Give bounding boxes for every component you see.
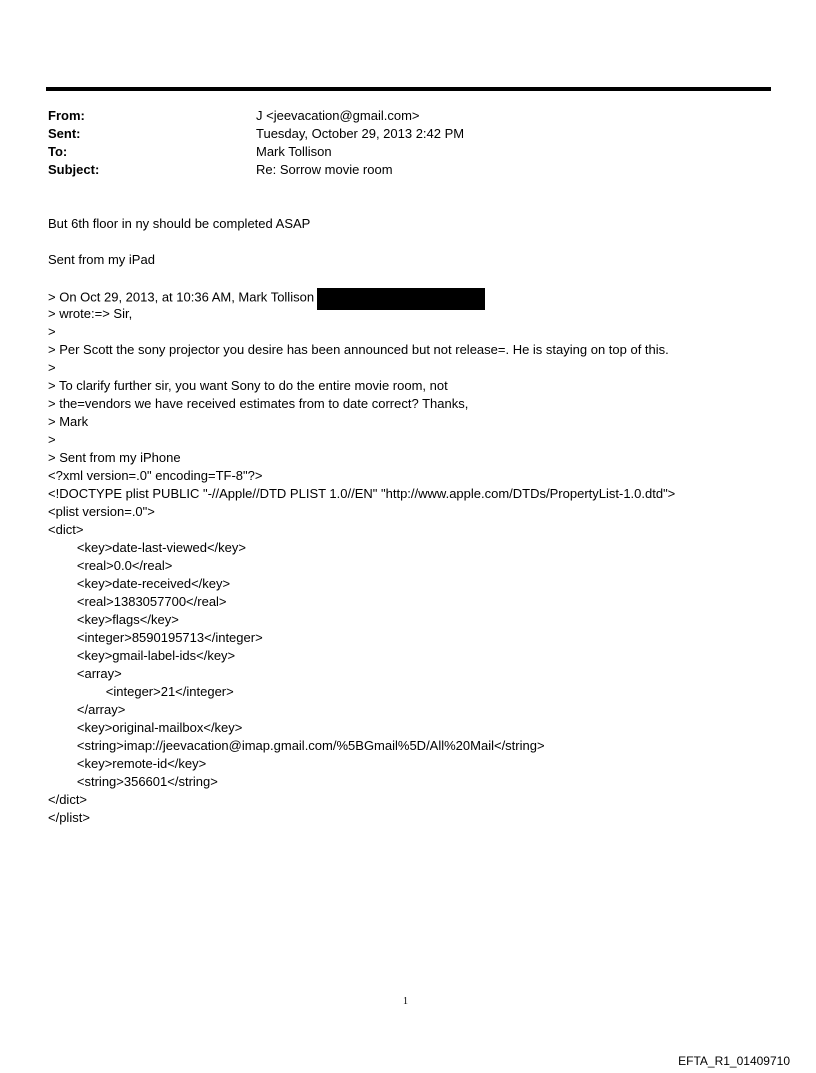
subject-value: Re: Sorrow movie room [256,162,393,177]
quote-attribution: > On Oct 29, 2013, at 10:36 AM, Mark Tollison [48,289,315,305]
xml-line: </array> [48,702,126,717]
xml-line: <key>flags</key> [48,612,179,627]
xml-line: <string>356601</string> [48,774,218,789]
xml-line: <real>0.0</real> [48,558,173,573]
from-value: J <jeevacation@gmail.com> [256,108,420,123]
xml-line: </dict> [48,792,88,807]
xml-line: </plist> [48,810,90,825]
xml-line: <dict> [48,522,84,537]
sent-value: Tuesday, October 29, 2013 2:42 PM [256,126,465,141]
sent-row [48,125,748,143]
to-row [48,143,748,161]
to-value: Mark Tollison [256,144,332,159]
quoted-line: > wrote:=> Sir, [48,306,133,321]
xml-line: <integer>21</integer> [48,684,234,699]
redaction-box [317,288,485,310]
xml-line: <?xml version=.0" encoding=TF-8"?> [48,468,263,483]
quoted-line: > [48,432,56,447]
xml-line: <plist version=.0"> [48,504,155,519]
quoted-line: > Sent from my iPhone [48,450,181,465]
xml-line: <key>remote-id</key> [48,756,207,771]
subject-row [48,161,748,179]
quoted-line: > [48,360,56,375]
bates-number: EFTA_R1_01409710 [678,1054,790,1068]
signature-line: Sent from my iPad [48,252,155,267]
to-label: To: [48,144,68,159]
xml-line: <integer>8590195713</integer> [48,630,263,645]
from-label: From: [48,108,85,123]
quoted-line [48,287,768,305]
quoted-line: > To clarify further sir, you want Sony to do the entire movie room, not [48,378,448,393]
quoted-line: > [48,324,56,339]
quoted-line: > Mark [48,414,89,429]
xml-line: <key>original-mailbox</key> [48,720,243,735]
header-rule [46,87,771,91]
xml-line: <real>1383057700</real> [48,594,227,609]
xml-line: <key>gmail-label-ids</key> [48,648,236,663]
page-number: 1 [403,996,408,1007]
xml-line: <!DOCTYPE plist PUBLIC "-//Apple//DTD PLIST 1.0//EN" "http://www.apple.com/DTDs/PropertyList-1.0.dtd"> [48,486,676,501]
quoted-line: > the=vendors we have received estimates from to date correct? Thanks, [48,396,469,411]
from-row [48,107,748,125]
xml-line: <key>date-received</key> [48,576,231,591]
xml-line: <string>imap://jeevacation@imap.gmail.com/%5BGmail%5D/All%20Mail</string> [48,738,545,753]
sent-label: Sent: [48,126,81,141]
quoted-line: > Per Scott the sony projector you desire has been announced but not release=. He is staying on top of this. [48,342,669,357]
subject-label: Subject: [48,162,100,177]
xml-line: <key>date-last-viewed</key> [48,540,246,555]
email-header [48,107,748,179]
xml-line: <array> [48,666,122,681]
email-body [48,215,768,827]
body-line: But 6th floor in ny should be completed ASAP [48,216,311,231]
